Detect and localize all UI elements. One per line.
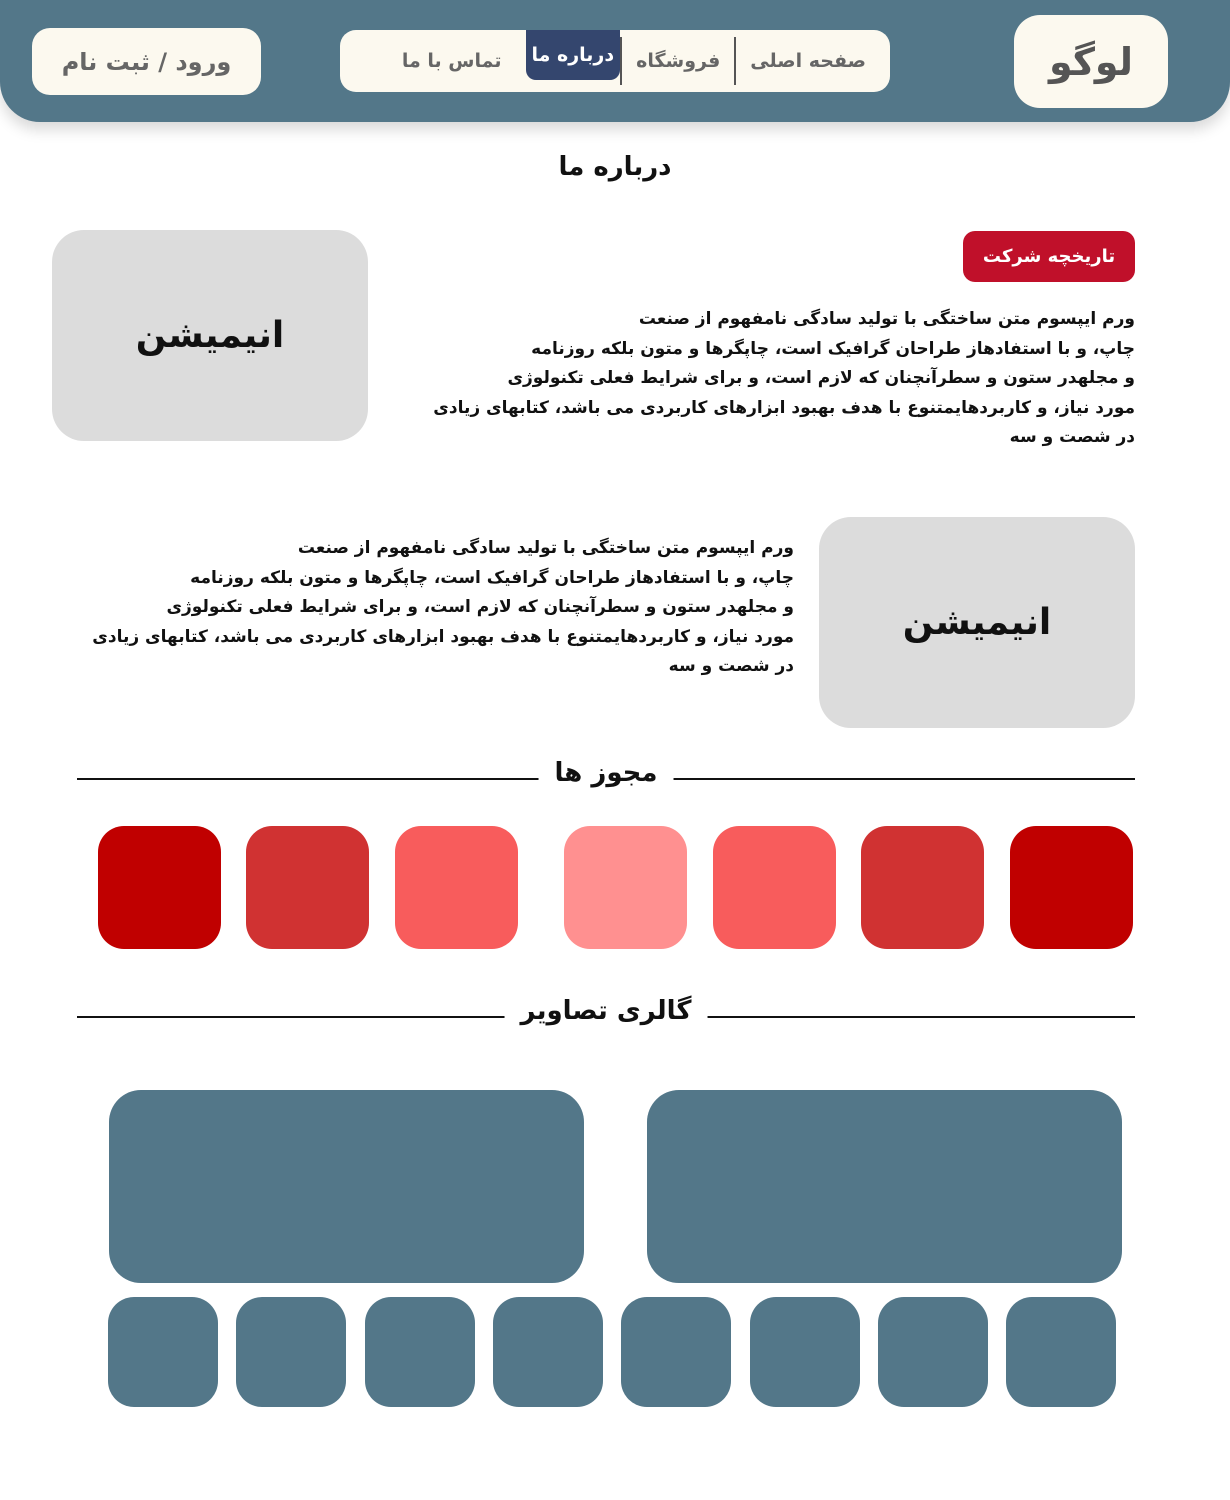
paragraph-line: در شصت و سه [668,656,794,676]
paragraph-line: چاپ، و با استفادهاز طراحان گرافیک است، چاپگرها و متون بلکه روزنامه [190,567,794,588]
nav-home[interactable]: صفحه اصلی [734,37,880,85]
license-badge[interactable] [98,826,221,949]
login-register-button[interactable]: ورود / ثبت نام [32,28,261,95]
gallery-thumbnail[interactable] [236,1297,346,1407]
about-paragraph-1 [433,305,1135,453]
logo[interactable]: لوگو [1014,15,1168,108]
gallery-section-header [77,996,1135,1036]
nav-contact[interactable]: تماس با ما [401,50,502,72]
paragraph-line: ورم ایپسوم متن ساختگی با تولید سادگی نامفهوم از صنعت [638,309,1135,329]
gallery-thumbnail[interactable] [621,1297,731,1407]
licenses-title: مجوز ها [539,758,674,788]
gallery-thumbnail[interactable] [750,1297,860,1407]
gallery-image-large[interactable] [109,1090,584,1283]
page-title: درباره ما [558,152,672,182]
license-badge[interactable] [713,826,836,949]
gallery-image-large[interactable] [647,1090,1122,1283]
license-badge[interactable] [564,826,687,949]
paragraph-line: مورد نیاز، و کاربردهایمتنوع با هدف بهبود ابزارهای کاربردی می باشد، کتابهای زیادی [92,626,794,647]
paragraph-line: چاپ، و با استفادهاز طراحان گرافیک است، چاپگرها و متون بلکه روزنامه [531,338,1135,359]
nav-shop[interactable]: فروشگاه [620,37,734,85]
license-badge[interactable] [861,826,984,949]
gallery-thumbnail[interactable] [108,1297,218,1407]
header [0,0,1230,122]
paragraph-line: در شصت و سه [1009,427,1135,447]
gallery-thumbnail[interactable] [493,1297,603,1407]
paragraph-line: و مجلهدر ستون و سطرآنچنان که لازم است، و برای شرایط فعلی تکنولوژی [507,368,1135,388]
animation-placeholder-2: انیمیشن [819,517,1135,728]
nav-about[interactable]: درباره ما [526,30,621,80]
animation-placeholder-1: انیمیشن [52,230,368,441]
company-history-button[interactable]: تاریخچه شرکت [963,231,1135,282]
gallery-thumbnail[interactable] [365,1297,475,1407]
license-badge[interactable] [1010,826,1133,949]
main-nav [340,30,890,92]
paragraph-line: ورم ایپسوم متن ساختگی با تولید سادگی نامفهوم از صنعت [297,538,794,558]
paragraph-line: مورد نیاز، و کاربردهایمتنوع با هدف بهبود ابزارهای کاربردی می باشد، کتابهای زیادی [433,397,1135,418]
paragraph-line: و مجلهدر ستون و سطرآنچنان که لازم است، و برای شرایط فعلی تکنولوژی [166,597,794,617]
license-badge[interactable] [246,826,369,949]
license-badge[interactable] [395,826,518,949]
gallery-thumbnail[interactable] [878,1297,988,1407]
gallery-title: گالری تصاویر [505,996,708,1026]
licenses-section-header [77,758,1135,798]
gallery-thumbnail[interactable] [1006,1297,1116,1407]
about-paragraph-2 [92,534,794,682]
